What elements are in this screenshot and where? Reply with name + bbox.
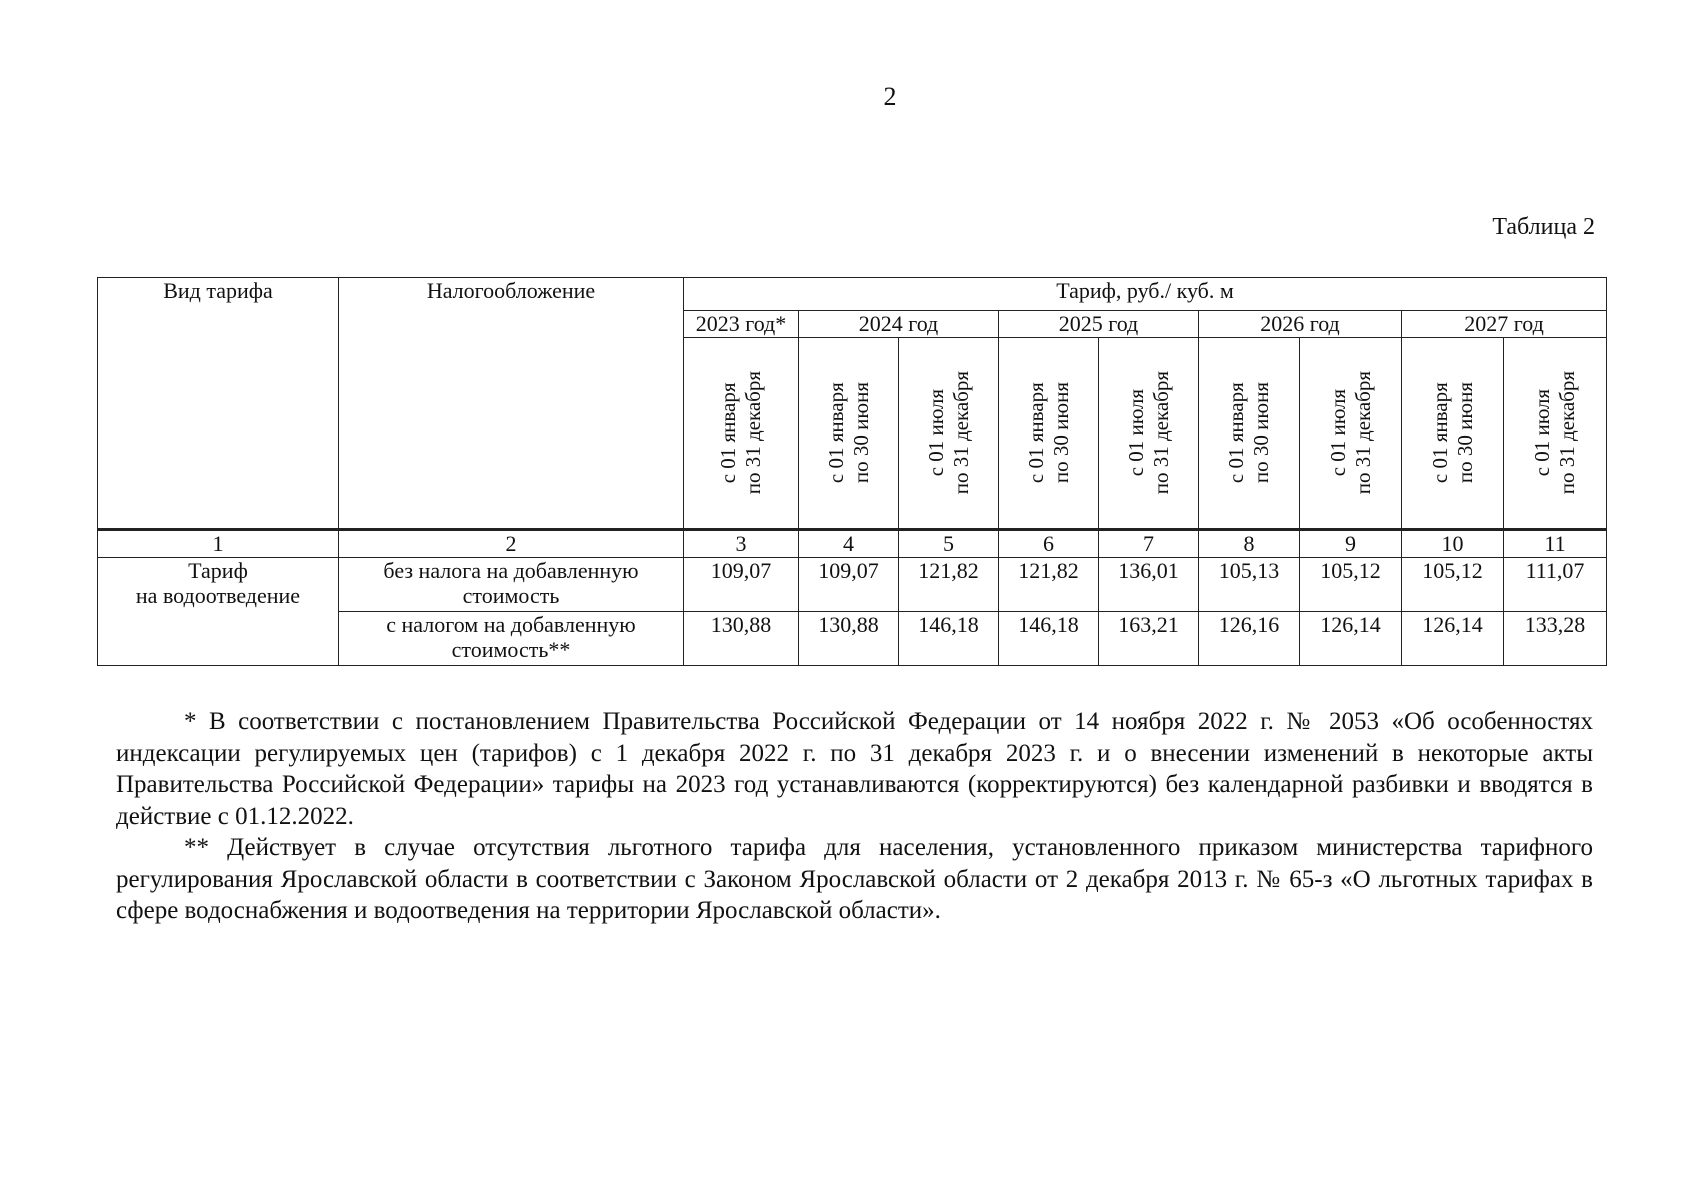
value-cell: 109,07 [684,558,799,612]
table-title: Таблица 2 [1492,214,1595,240]
header-period [684,338,799,530]
value-cell: 163,21 [1099,612,1199,666]
header-nalogooblozhenie: Налогообложение [339,278,684,530]
value-cell: 111,07 [1504,558,1607,612]
tax-cell: с налогом на добавленную стоимость** [339,612,684,666]
column-number: 5 [899,530,999,558]
value-cell: 121,82 [999,558,1099,612]
header-year: 2024 год [799,311,999,338]
header-tarif: Тариф, руб./ куб. м [684,278,1607,311]
column-number: 2 [339,530,684,558]
column-number: 4 [799,530,899,558]
column-number: 1 [98,530,339,558]
column-number: 10 [1402,530,1504,558]
column-number: 9 [1300,530,1402,558]
value-cell: 136,01 [1099,558,1199,612]
period-label: с 01 июля по 31 декабря [1325,371,1375,495]
header-period [1504,338,1607,530]
tariff-table [97,277,1607,666]
value-cell: 109,07 [799,558,899,612]
period-label: с 01 июля по 31 декабря [923,371,973,495]
value-cell: 126,14 [1300,612,1402,666]
value-cell: 146,18 [899,612,999,666]
header-period [899,338,999,530]
column-number: 8 [1199,530,1300,558]
value-cell: 146,18 [999,612,1099,666]
period-label: с 01 января по 30 июня [1427,382,1477,484]
period-label: с 01 июля по 31 декабря [1530,371,1579,495]
period-label: с 01 января по 30 июня [1224,382,1273,484]
page-number: 2 [883,82,897,111]
header-year: 2026 год [1199,311,1402,338]
value-cell: 105,13 [1199,558,1300,612]
header-period [799,338,899,530]
column-number: 11 [1504,530,1607,558]
period-label: с 01 июля по 31 декабря [1123,371,1173,495]
value-cell: 121,82 [899,558,999,612]
value-cell: 130,88 [684,612,799,666]
column-number: 7 [1099,530,1199,558]
row-label-line1: Тариф [188,558,248,583]
period-label: с 01 января по 30 июня [1023,382,1073,484]
header-vid-tarifa: Вид тарифа [98,278,339,530]
header-year: 2025 год [999,311,1199,338]
row-label [98,558,339,666]
column-numbers-row [98,530,1607,558]
period-label: с 01 января по 31 декабря [716,371,765,495]
column-number: 3 [684,530,799,558]
header-period [1199,338,1300,530]
header-period [1402,338,1504,530]
header-year: 2027 год [1402,311,1607,338]
value-cell: 105,12 [1402,558,1504,612]
tax-cell: без налога на добавленную стоимость [339,558,684,612]
header-year: 2023 год* [684,311,799,338]
value-cell: 126,14 [1402,612,1504,666]
header-period [1099,338,1199,530]
value-cell: 126,16 [1199,612,1300,666]
value-cell: 130,88 [799,612,899,666]
row-label-line2: на водоотведение [135,583,301,608]
footnote-2: ** Действует в случае отсутствия льготного тарифа для населения, установленного приказом министерства тарифного регулирования Ярославской области в соответствии с Законом Ярославской области от 2 декабря 2013 г. № 65-з «О льготных тарифах в сфере водоснабжения и водоотведения на территории Ярославской области». [116,834,1593,924]
period-label: с 01 января по 30 июня [823,382,873,484]
column-number: 6 [999,530,1099,558]
footnotes [116,706,1593,927]
header-period [1300,338,1402,530]
footnote-1: * В соответствии с постановлением Правительства Российской Федерации от 14 ноября 2022 г. № 2053 «Об особенностях индексации регулируемых цен (тарифов) с 1 декабря 2022 г. по 31 декабря 2023 г. и о внесении изменений в некоторые акты Правительства Российской Федерации» тарифы на 2023 год устанавливаются (корректируются) без календарной разбивки и вводятся в действие с 01.12.2022. [116,708,1593,830]
value-cell: 105,12 [1300,558,1402,612]
value-cell: 133,28 [1504,612,1607,666]
header-period [999,338,1099,530]
table-row [98,558,1607,612]
